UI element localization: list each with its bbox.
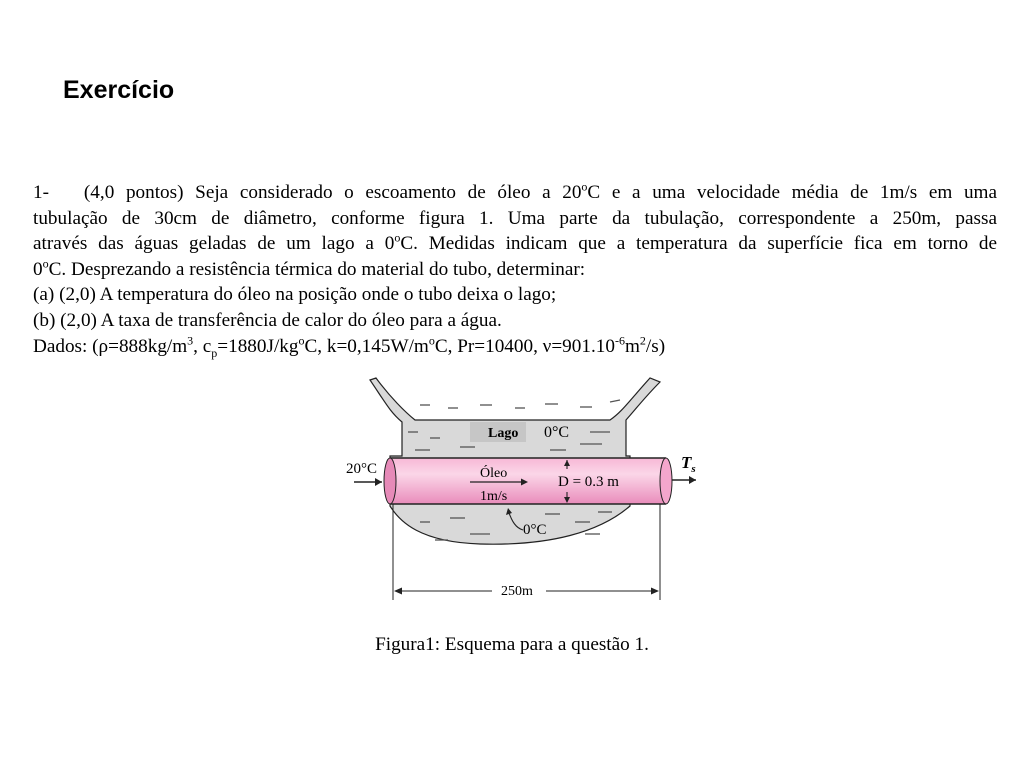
velocity-label: 1m/s — [480, 489, 508, 504]
diameter-label: D = 0.3 m — [558, 474, 619, 490]
inlet-arrow-icon — [375, 478, 382, 486]
outlet-arrow-icon — [689, 476, 696, 484]
outlet-temp: $T_s$ — [681, 453, 696, 475]
item-b: (b) (2,0) A taxa de transferência de calor do óleo para a água. — [33, 309, 502, 331]
slide-title: Exercício — [63, 76, 175, 104]
problem-number: 1- — [33, 182, 49, 203]
pipe-body — [390, 458, 666, 504]
pipe-lake-figure — [330, 372, 710, 607]
problem-line-1: 1- (4,0 pontos) Seja considerado o escoamento de óleo a 20$^o$C e a uma velocidade média de 1m/s em uma — [33, 179, 997, 203]
pipe-outlet-end — [660, 458, 672, 504]
problem-line-2: tubulação de 30cm de diâmetro, conforme figura 1. Uma parte da tubulação, correspondente a 250m, passa — [33, 207, 997, 229]
lake-label: Lago — [488, 426, 519, 441]
bottom-temp: 0°C — [523, 522, 547, 538]
pipe-inlet-end — [384, 458, 396, 504]
length-arrow-right-icon — [651, 588, 659, 595]
problem-line-3: através das águas geladas de um lago a 0$^o$C. Medidas indicam que a temperatura da superfície fica em torno de — [33, 230, 997, 255]
given-data: Dados: ($\rho=888kg/m^3$, $c_p=1880J/kg^oC$, $k=0,145W/m^oC$, Pr=10400, $\nu=901.10^{-6}m^2/s$) — [33, 333, 666, 360]
inlet-temp: 20°C — [346, 461, 378, 477]
item-a: (a) (2,0) A temperatura do óleo na posição onde o tubo deixa o lago; — [33, 284, 557, 306]
problem-line-4: 0$^o$C. Desprezando a resistência térmica do material do tubo, determinar: — [33, 256, 586, 280]
length-arrow-left-icon — [394, 588, 402, 595]
oil-label: Óleo — [480, 466, 508, 481]
lake-temp: 0°C — [544, 424, 570, 441]
problem-statement — [33, 180, 997, 359]
length-label: 250m — [501, 584, 533, 599]
figure-caption: Figura1: Esquema para a questão 1. — [375, 634, 649, 655]
